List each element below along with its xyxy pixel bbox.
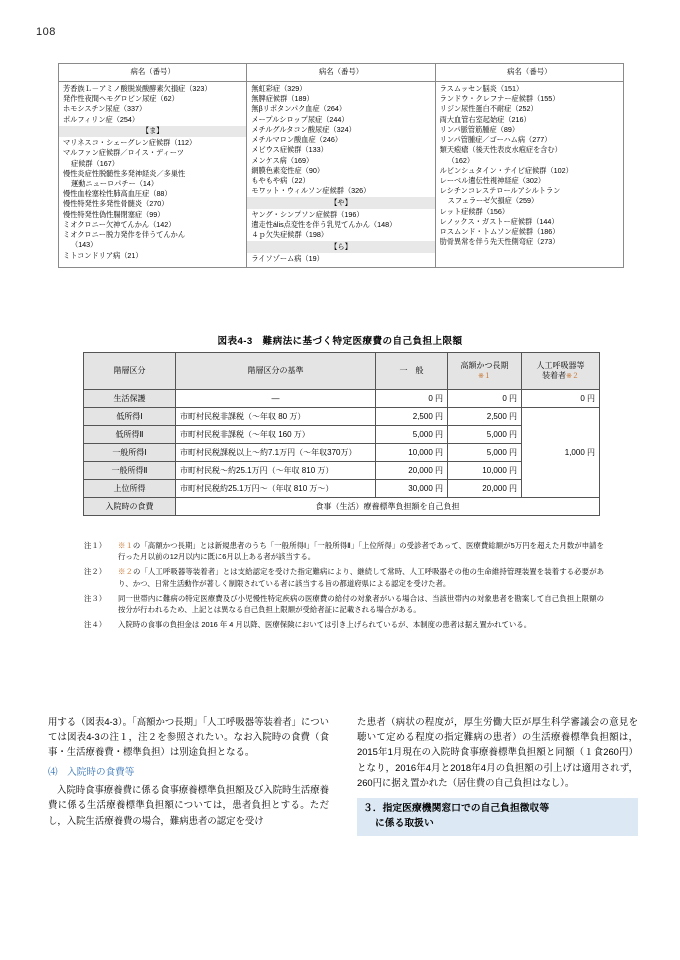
burden-criteria-cell: 市町村民税非課税（〜年収 160 万） [176, 426, 376, 444]
page-number: 108 [36, 26, 56, 38]
header-ventilator-line2: 装着者 [542, 370, 567, 380]
note-body: 同一世帯内に難病の特定医療費及び小児慢性特定疾病の医療費の給付の対象者がいる場合は、当該世帯内の対象患者を勘案して自己負担上限額の按分が行われるため、上記とは異なる自己負担上限額が受給者証に記載される場合がある。 [118, 593, 604, 615]
disease-list-item: ヤング・シンプソン症候群（196） [251, 209, 364, 219]
disease-name-table-container [58, 63, 624, 268]
disease-list-item: メチルグルタコン酸尿症（324） [251, 124, 356, 134]
disease-list-item: 両大血管右室起始症（216） [439, 114, 531, 124]
burden-tier-cell: 一般所得Ⅰ [84, 444, 176, 462]
note-label: 注３） [84, 593, 107, 603]
disease-list-item: 運動ニューロパチー（14） [71, 178, 159, 188]
sub-heading: ⑷ 入院時の食費等 [48, 766, 135, 778]
burden-ventilator-merged-cell: 1,000 円 [522, 408, 600, 498]
disease-list-item: マルファン症候群／ロイス・ディーツ [63, 148, 184, 158]
section-heading-line2: に係る取扱い [375, 817, 434, 829]
disease-list-item: 慢性特発性偽性腸閉塞症（99） [63, 209, 165, 219]
note-reference-mark: ※２ [118, 567, 133, 577]
disease-list-item: メビウス症候群（133） [251, 145, 328, 155]
column-header-3: 病名（番号） [435, 64, 623, 82]
burden-header-row [84, 353, 600, 390]
disease-list-item: ４ｐ欠失症候群（198） [251, 230, 329, 240]
disease-list-item: 芳香族Ｌ－アミノ酸脱炭酸酵素欠損症（323） [63, 84, 212, 94]
burden-tier-cell: 生活保護 [84, 390, 176, 408]
disease-list-item: レノックス・ガストー症候群（144） [439, 216, 559, 226]
burden-criteria-cell: — [176, 390, 376, 408]
disease-list-item: ホモシスチン尿症（337） [63, 104, 147, 114]
burden-general-cell: 2,500 円 [376, 408, 448, 426]
disease-list-item: 無虹彩症（329） [251, 84, 307, 94]
disease-list-item: レット症候群（156） [439, 206, 510, 216]
burden-row [84, 408, 600, 426]
note-body: 入院時の食事の負担金は 2016 年 4 月以降、医療保険においては引き上げられているが、本制度の患者は据え置かれている。 [118, 620, 532, 630]
burden-general-cell: 10,000 円 [376, 444, 448, 462]
burden-general-cell: 20,000 円 [376, 462, 448, 480]
disease-list-item: ポルフィリン症（254） [63, 114, 140, 124]
body-column-right [357, 714, 638, 836]
header-ventilator-line1: 人工呼吸器等 [536, 360, 585, 370]
body-paragraph: 入院時食事療養費に係る食事療養標準負担額及び入院時生活療養費に係る生活療養標準負担額については，患者負担とする。ただし，入院生活療養費の場合，難病患者の認定を受け [48, 784, 329, 826]
disease-list-item: リンパ脈管筋腫症（89） [439, 124, 520, 134]
disease-list-item: 慢性炎症性脱髄性多発神経炎／多巣性 [63, 168, 186, 178]
note-row [84, 593, 604, 616]
disease-list-item: ミトコンドリア病（21） [63, 250, 143, 260]
disease-column-1 [59, 81, 247, 267]
section-heading-line1: ３．指定医療機関窓口での自己負担徴収等 [363, 803, 550, 815]
note-reference-mark: ※１ [118, 541, 133, 550]
disease-column-3 [435, 81, 623, 267]
table-row [59, 81, 624, 267]
disease-group-header: 【ま】 [59, 126, 246, 137]
disease-name-table [58, 63, 624, 268]
disease-list-item: 遺走性ális点変性を伴う乳児てんかん（148） [251, 219, 397, 229]
disease-list-item: レーベル遺伝性視神経症（302） [439, 175, 546, 185]
note-row [84, 619, 604, 630]
burden-high-long-cell: 20,000 円 [448, 480, 522, 498]
disease-list-item: モワット・ウィルソン症候群（326） [251, 186, 371, 196]
disease-list-item: 発作性夜間ヘモグロビン尿症（62） [63, 94, 179, 104]
burden-criteria-cell: 市町村民税〜約25.1万円（〜年収 810 万） [176, 462, 376, 480]
disease-list-item: 無βリポタンパク血症（264） [251, 104, 347, 114]
disease-list-item: （162） [447, 155, 475, 165]
header-high-long-label: 高額かつ長期 [460, 360, 509, 370]
burden-criteria-cell: 市町村民税約25.1万円〜（年収 810 万〜） [176, 480, 376, 498]
disease-list-item: 類天疱瘡（後天性表皮水疱症を含む） [439, 145, 562, 155]
table-header-row [59, 64, 624, 82]
header-ventilator-mark: ※２ [566, 372, 579, 380]
disease-list-item: マリネスコ・シェーグレン症候群（112） [63, 138, 197, 148]
burden-general-cell: 5,000 円 [376, 426, 448, 444]
burden-criteria-cell: 市町村民税課税以上〜約7.1万円（〜年収370万） [176, 444, 376, 462]
disease-list-item: もやもや病（22） [251, 175, 310, 185]
note-label: 注４） [84, 620, 107, 630]
header-high-long [448, 353, 522, 390]
header-ventilator [522, 353, 600, 390]
burden-limit-table-container [83, 352, 599, 516]
body-paragraph: 用する（図表4-3）。「高額かつ長期」「人工呼吸器等装着者」については図表4-3の注１，注２を参照されたい。なお入院時の食費（食事・生活療養費・標準負担）は別途負担となる。 [48, 716, 329, 758]
burden-food-label: 入院時の食費 [84, 498, 176, 516]
note-label: 注２） [84, 567, 107, 577]
disease-list-item: ミオクロニー欠神てんかん（142） [63, 219, 176, 229]
disease-column-2 [247, 81, 435, 267]
burden-general-cell: 30,000 円 [376, 480, 448, 498]
body-text-columns [48, 714, 638, 836]
note-body: ※２の「人工呼吸器等装着者」とは支給認定を受けた指定難病により、継続して常時、人工呼吸器その他の生命維持管理装置を装着する必要があり、かつ、日常生活動作が著しく制限されている者に該当する旨の都道府県による認定を受けた者。 [118, 567, 604, 588]
disease-list-item: ランドウ・クレフナー症候群（155） [439, 94, 560, 104]
burden-high-long-cell: 5,000 円 [448, 444, 522, 462]
column-header-2: 病名（番号） [247, 64, 435, 82]
burden-food-value: 食事（生活）療養標準負担額を自己負担 [176, 498, 600, 516]
disease-list-item: ラスムッセン脳炎（151） [439, 84, 524, 94]
disease-list-item: メンケス病（169） [251, 155, 314, 165]
column-header-1: 病名（番号） [59, 64, 247, 82]
burden-tier-cell: 低所得Ⅱ [84, 426, 176, 444]
disease-list-item: 網膜色素変性症（90） [251, 165, 325, 175]
burden-general-cell: 0 円 [376, 390, 448, 408]
disease-list-item: （143） [71, 240, 98, 250]
disease-list-item: 症候群（167） [71, 158, 119, 168]
disease-list-item: メープルシロップ尿症（244） [251, 114, 349, 124]
disease-list-item: 無脾症候群（189） [251, 94, 314, 104]
burden-limit-table [83, 352, 600, 516]
header-general: 一 般 [376, 353, 448, 390]
header-tier: 階層区分 [84, 353, 176, 390]
disease-list-item: レシチンコレステロールアシルトラン [439, 186, 561, 196]
disease-list-item: 慢性特発性多発性骨髄炎（270） [63, 199, 169, 209]
section-heading [357, 798, 638, 835]
burden-row [84, 390, 600, 408]
note-row [84, 566, 604, 589]
burden-high-long-cell: 0 円 [448, 390, 522, 408]
burden-food-row [84, 498, 600, 516]
body-column-left [48, 714, 329, 836]
note-label: 注１） [84, 541, 107, 550]
disease-list-item: ミオクロニー脱力発作を伴うてんかん [63, 230, 186, 240]
burden-tier-cell: 一般所得Ⅱ [84, 462, 176, 480]
disease-list-item: 慢性血栓塞栓性肺高血圧症（88） [63, 189, 172, 199]
disease-list-item: メチルマロン酸血症（246） [251, 135, 343, 145]
disease-list-item: リジン尿性蛋白不耐症（252） [439, 104, 538, 114]
disease-group-header: 【ら】 [247, 241, 434, 252]
burden-ventilator-cell: 0 円 [522, 390, 600, 408]
burden-high-long-cell: 10,000 円 [448, 462, 522, 480]
note-body: ※１の「高額かつ長期」とは新規患者のうち「一般所得Ⅰ」「一般所得Ⅱ」「上位所得」の受診者であって、医療費総額が5万円を超えた月数が申請を行った月以前の12月以内に既に6月以上ある者が該当する。 [118, 541, 604, 562]
burden-tier-cell: 低所得Ⅰ [84, 408, 176, 426]
table-notes [84, 540, 604, 634]
disease-list-item: リンパ管腫症／ゴーハム病（277） [439, 135, 552, 145]
disease-list-item: スフェラーゼ欠損症（259） [447, 196, 539, 206]
burden-high-long-cell: 5,000 円 [448, 426, 522, 444]
header-high-long-mark: ※１ [478, 372, 491, 380]
burden-high-long-cell: 2,500 円 [448, 408, 522, 426]
disease-list-item: ライソゾーム病（19） [251, 253, 324, 263]
disease-group-header: 【や】 [247, 197, 434, 208]
disease-list-item: ロスムンド・トムソン症候群（186） [439, 227, 560, 237]
disease-list-item: 肋骨異常を伴う先天性側弯症（273） [439, 237, 560, 247]
burden-criteria-cell: 市町村民税非課税（〜年収 80 万） [176, 408, 376, 426]
disease-list-item: ルビンシュタイン・テイビ症候群（102） [439, 165, 573, 175]
header-criteria: 階層区分の基準 [176, 353, 376, 390]
body-paragraph: た患者（病状の程度が，厚生労働大臣が厚生科学審議会の意見を聴いて定める程度の指定難病の患者）の生活療養標準負担額は，2015年1月現在の入院時食事療養標準負担額と同額（１食260円）となり，2016年4月と2018年4月の負担額の引上げは適用されず，260円に据え置かれた（居住費の自己負担はなし）。 [357, 716, 638, 788]
burden-tier-cell: 上位所得 [84, 480, 176, 498]
note-row [84, 540, 604, 563]
figure-caption: 図表4-3 難病法に基づく特定医療費の自己負担上限額 [217, 336, 463, 347]
